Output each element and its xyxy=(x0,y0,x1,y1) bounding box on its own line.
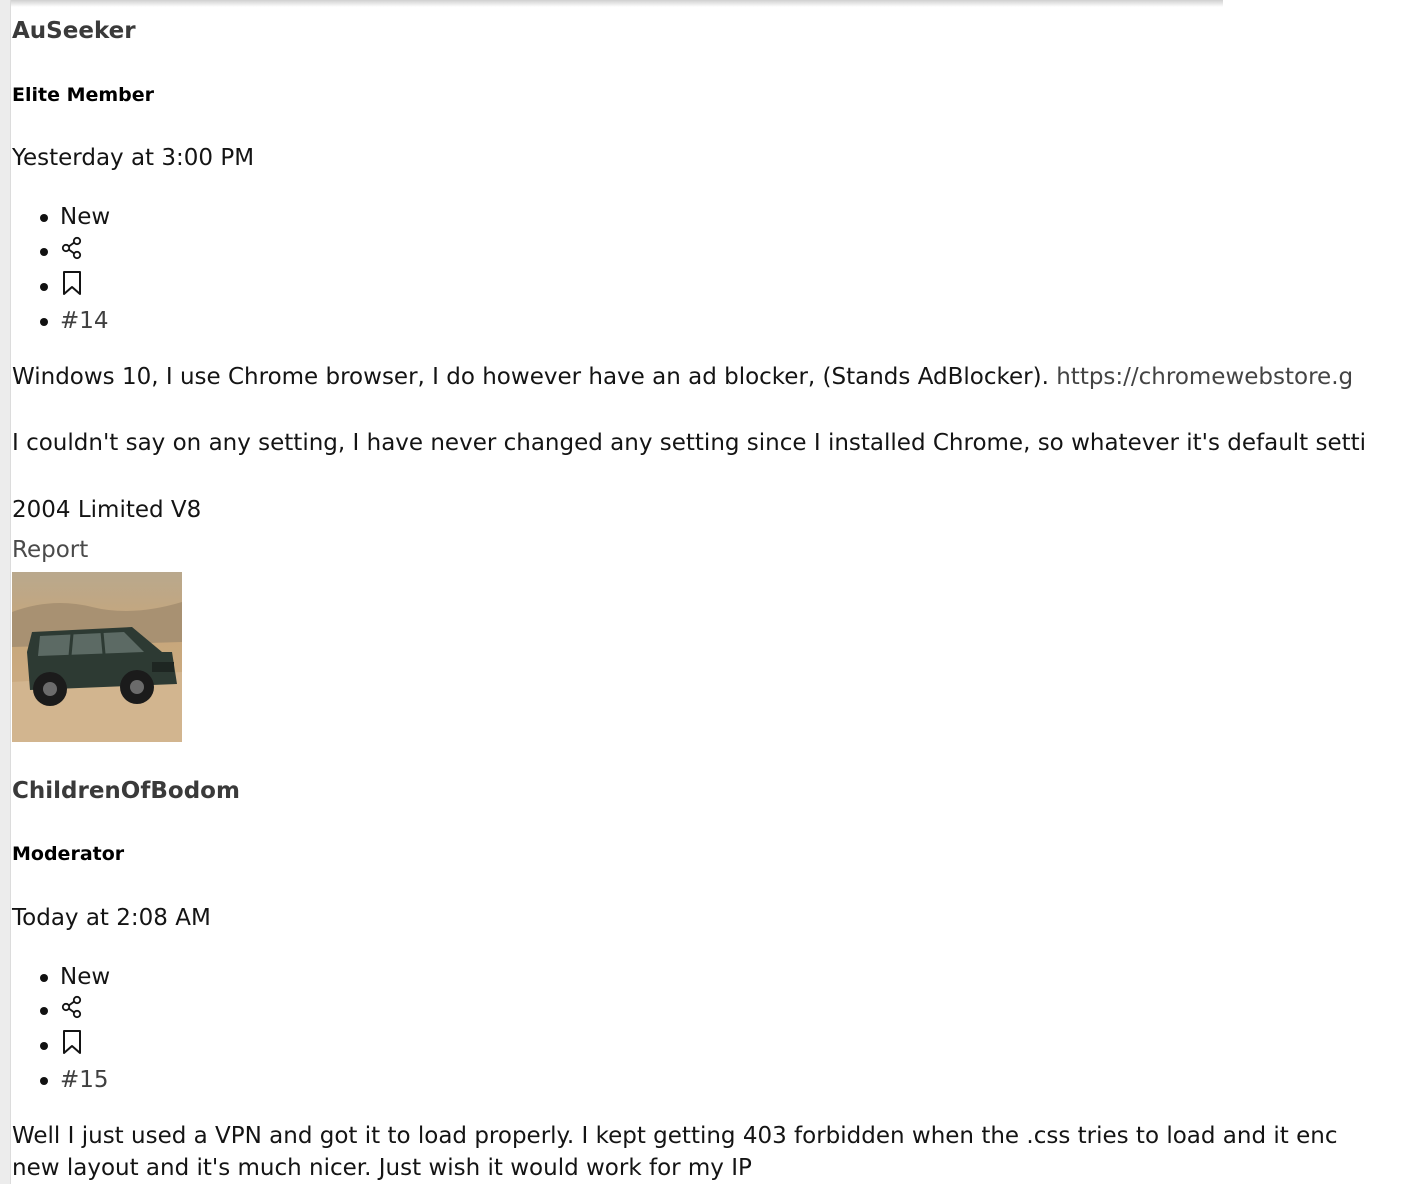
avatar[interactable] xyxy=(12,572,182,742)
post-body-line: new layout and it's much nicer. Just wish it would work for my IP xyxy=(12,1155,752,1181)
action-post-number[interactable] xyxy=(60,1065,109,1095)
bookmark-icon[interactable] xyxy=(60,270,84,302)
left-gutter xyxy=(0,0,11,1184)
bookmark-icon[interactable] xyxy=(60,1029,84,1061)
post-author-title: Elite Member xyxy=(12,84,155,106)
post-number[interactable]: #15 xyxy=(60,1067,109,1093)
action-new[interactable] xyxy=(60,202,110,232)
report-link[interactable]: Report xyxy=(12,537,89,563)
share-icon[interactable] xyxy=(60,995,84,1025)
list-bullet xyxy=(40,974,48,982)
post-author-username[interactable]: AuSeeker xyxy=(12,18,136,44)
list-bullet xyxy=(40,214,48,222)
chrome-webstore-link[interactable]: https://chromewebstore.g xyxy=(1056,364,1354,390)
window-top-shadow xyxy=(0,0,1223,7)
list-bullet xyxy=(40,283,48,291)
post-date[interactable]: Yesterday at 3:00 PM xyxy=(12,145,255,171)
action-bookmark[interactable] xyxy=(60,1030,84,1060)
post-date[interactable]: Today at 2:08 AM xyxy=(12,905,211,931)
post-body-line xyxy=(12,364,1353,390)
list-bullet xyxy=(40,1007,48,1015)
action-post-number[interactable] xyxy=(60,306,109,336)
list-bullet xyxy=(40,1042,48,1050)
post-number[interactable]: #14 xyxy=(60,308,109,334)
new-label[interactable]: New xyxy=(60,204,111,230)
post-author-title: Moderator xyxy=(12,843,125,865)
list-bullet xyxy=(40,318,48,326)
share-icon[interactable] xyxy=(60,236,84,266)
action-share[interactable] xyxy=(60,236,84,266)
new-label[interactable]: New xyxy=(60,964,111,990)
action-new[interactable] xyxy=(60,962,110,992)
list-bullet xyxy=(40,1077,48,1085)
post-body-text: Windows 10, I use Chrome browser, I do however have an ad blocker, (Stands AdBlocker). xyxy=(12,364,1049,390)
post-body-line: I couldn't say on any setting, I have never changed any setting since I installed Chrome, so whatever it's default setti xyxy=(12,430,1367,456)
action-bookmark[interactable] xyxy=(60,271,84,301)
post-author-username[interactable]: ChildrenOfBodom xyxy=(12,778,240,804)
post-signature: 2004 Limited V8 xyxy=(12,497,202,523)
avatar-truck-photo xyxy=(12,572,182,742)
post-body-line: Well I just used a VPN and got it to load properly. I kept getting 403 forbidden when the .css tries to load and it enc xyxy=(12,1123,1338,1149)
action-share[interactable] xyxy=(60,995,84,1025)
list-bullet xyxy=(40,248,48,256)
